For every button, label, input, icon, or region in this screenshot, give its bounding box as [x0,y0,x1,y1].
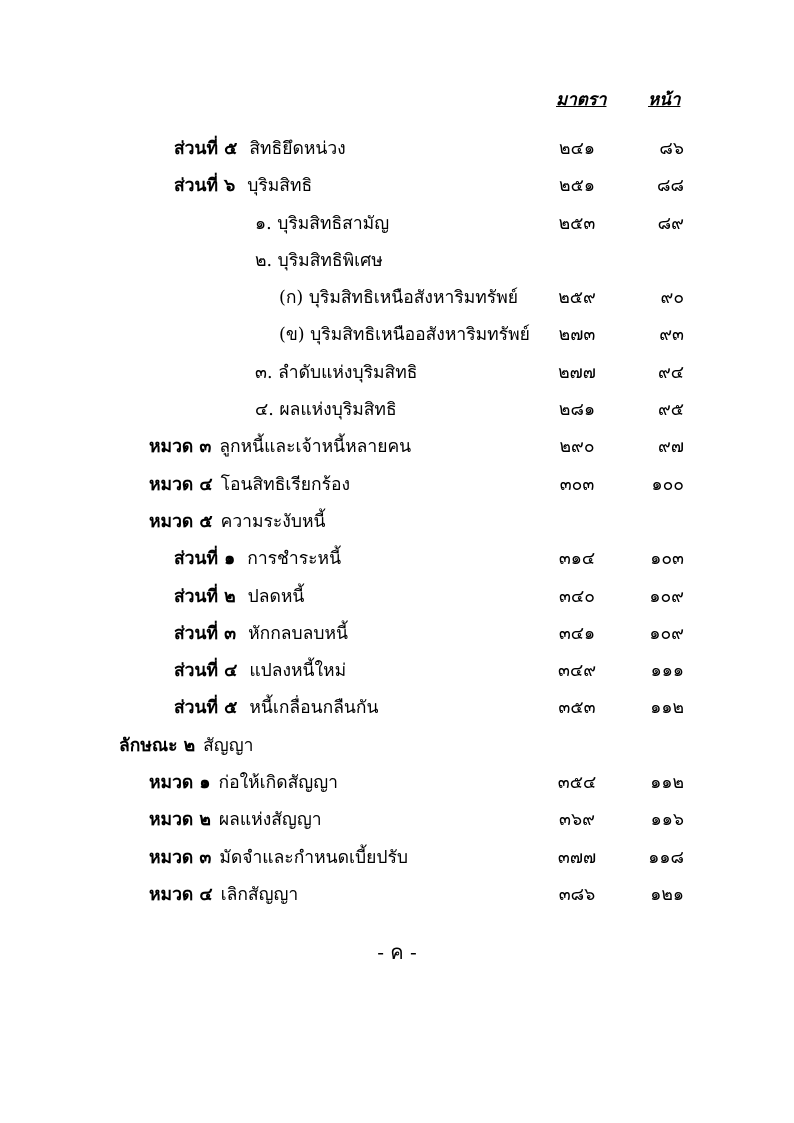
toc-entry-title: มัดจำและกำหนดเบี้ยปรับ [219,847,408,868]
toc-entry-label [255,355,417,392]
toc-entry-prefix: ลักษณะ ๒ [119,735,196,756]
toc-entry-page-number: ๑๒๑ [650,884,684,905]
toc-entry [0,579,794,616]
toc-entry-title: การชำระหนี้ [247,549,342,570]
toc-entry-title: เลิกสัญญา [220,884,299,905]
toc-entry-page-number: ๑๑๒ [650,773,684,794]
toc-entry [0,690,794,727]
toc-entry-title: หนี้เกลื่อนกลืนกัน [249,698,379,719]
toc-entry-article-number: ๒๘๑ [558,400,596,421]
toc-entry-prefix: หมวด ๔ [149,474,213,495]
toc-entry-title: แปลงหนี้ใหม่ [249,661,347,682]
toc-entry-label [255,243,383,280]
toc-entry-page-number: ๙๔ [657,362,684,383]
toc-entry-article-number: ๓๘๖ [558,884,596,905]
toc-entry-label [255,392,397,429]
toc-entry-article-number: ๓๔๑ [558,623,596,644]
toc-entry-label [149,504,325,541]
toc-entry [0,765,794,802]
toc-entry-article-number: ๒๕๑ [559,176,595,197]
toc-entry-title: ๒. บุริมสิทธิพิเศษ [255,250,383,271]
toc-entry-title: ลูกหนี้และเจ้าหนี้หลายคน [219,437,412,458]
toc-entry-label [174,616,348,653]
toc-entry-prefix: หมวด ๔ [149,884,213,905]
toc-entry-article-number: ๒๕๓ [558,213,596,234]
toc-entry [0,616,794,653]
column-headers [0,86,794,110]
toc-entry-page-number: ๑๐๙ [649,623,684,644]
toc-entry-label [174,131,346,168]
toc-entry-title: ความระงับหนี้ [220,511,326,532]
toc-entry [0,206,794,243]
toc-entry-article-number: ๓๕๔ [557,773,597,794]
toc-entry-title: หักกลบลบหนี้ [248,623,348,644]
toc-entry [0,317,794,354]
toc-entry-page-number: ๑๑๑ [650,661,684,682]
toc-entry-page-number: ๑๑๖ [650,810,684,831]
toc-entry-label [279,317,530,354]
toc-entry-page-number: ๙๓ [659,325,684,346]
toc-entry-page-number: ๘๘ [656,176,684,197]
toc-entry-page-number: ๘๙ [657,213,684,234]
toc-entry-label [149,840,408,877]
toc-entry [0,728,794,765]
toc-entry-prefix: ส่วนที่ ๕ [174,698,238,719]
toc-entry-page-number: ๙๐ [660,288,684,309]
toc-entry-title: สิทธิยึดหน่วง [249,139,346,159]
toc-entry-page-number: ๙๗ [658,437,684,458]
toc-entry [0,243,794,280]
toc-entry-article-number: ๒๗๓ [558,325,596,346]
toc-entry [0,802,794,839]
table-of-contents [0,131,794,914]
toc-entry [0,429,794,466]
toc-entry [0,653,794,690]
toc-entry-prefix: ส่วนที่ ๓ [174,623,237,644]
toc-entry-label [119,728,253,765]
toc-entry-prefix: หมวด ๓ [149,847,212,868]
toc-entry-title: ๔. ผลแห่งบุริมสิทธิ [255,400,397,421]
toc-entry-label [149,765,338,802]
toc-entry-label [174,168,312,205]
toc-entry-page-number: ๑๐๙ [649,586,684,607]
toc-entry-title: สัญญา [203,735,254,756]
toc-entry-label [174,690,378,727]
toc-entry-prefix: ส่วนที่ ๒ [174,586,236,607]
toc-entry [0,131,794,168]
toc-entry [0,392,794,429]
toc-entry-title: ๓. ลำดับแห่งบุริมสิทธิ [255,362,418,383]
toc-entry-article-number: ๓๔๐ [559,586,595,607]
toc-entry-title: บุริมสิทธิ [247,176,313,197]
toc-entry-page-number: ๑๑๒ [650,698,684,719]
toc-entry-article-number: ๒๕๙ [558,288,596,309]
toc-entry-page-number: ๑๑๘ [648,847,684,868]
toc-entry [0,877,794,914]
toc-entry-title: (ก) บุริมสิทธิเหนือสังหาริมทรัพย์ [279,288,518,309]
toc-entry [0,541,794,578]
toc-entry-title: ผลแห่งสัญญา [218,810,322,831]
toc-entry-article-number: ๒๙๐ [559,437,595,458]
toc-entry-prefix: ส่วนที่ ๖ [174,176,236,197]
toc-entry [0,467,794,504]
toc-entry-prefix: หมวด ๒ [149,810,211,831]
toc-entry-label [174,579,304,616]
toc-entry [0,504,794,541]
toc-entry-prefix: หมวด ๓ [149,437,212,458]
toc-entry-title: ๑. บุริมสิทธิสามัญ [255,213,390,234]
toc-entry-article-number: ๒๗๗ [558,362,596,383]
toc-entry [0,840,794,877]
page-column-header: หน้า [648,90,681,110]
toc-entry-article-number: ๓๕๓ [558,698,596,719]
toc-entry-label [149,877,298,914]
toc-entry-article-number: ๓๖๙ [559,810,595,831]
toc-entry-page-number: ๙๕ [657,400,684,421]
toc-entry-prefix: ส่วนที่ ๕ [174,139,238,159]
toc-entry-title: ก่อให้เกิดสัญญา [218,773,338,794]
page-number-footer: - ค - [377,940,417,964]
toc-entry-prefix: หมวด ๑ [149,773,211,794]
toc-entry-prefix: ส่วนที่ ๔ [174,661,238,682]
toc-entry-page-number: ๑๐๓ [650,549,684,570]
toc-entry-title: ปลดหนี้ [247,586,305,607]
toc-entry [0,168,794,205]
toc-entry-prefix: หมวด ๕ [149,511,213,532]
toc-entry-prefix: ส่วนที่ ๑ [174,549,236,570]
toc-entry [0,280,794,317]
toc-entry-article-number: ๓๔๙ [557,661,597,682]
toc-entry-article-number: ๓๑๔ [558,549,596,570]
toc-entry-label [149,467,350,504]
toc-entry-label [174,653,346,690]
toc-entry [0,355,794,392]
toc-entry-label [149,802,322,839]
article-column-header: มาตรา [556,90,607,110]
toc-entry-title: โอนสิทธิเรียกร้อง [220,474,351,495]
toc-entry-label [149,429,411,466]
toc-entry-article-number: ๒๔๑ [559,139,595,159]
toc-entry-label [174,541,341,578]
toc-entry-label [279,280,518,317]
toc-entry-article-number: ๓๗๗ [557,847,597,868]
toc-entry-article-number: ๓๐๓ [559,474,595,495]
toc-entry-title: (ข) บุริมสิทธิเหนืออสังหาริมทรัพย์ [279,325,530,346]
toc-entry-page-number: ๘๖ [659,139,684,159]
toc-entry-label [255,206,389,243]
toc-entry-page-number: ๑๐๐ [651,474,684,495]
